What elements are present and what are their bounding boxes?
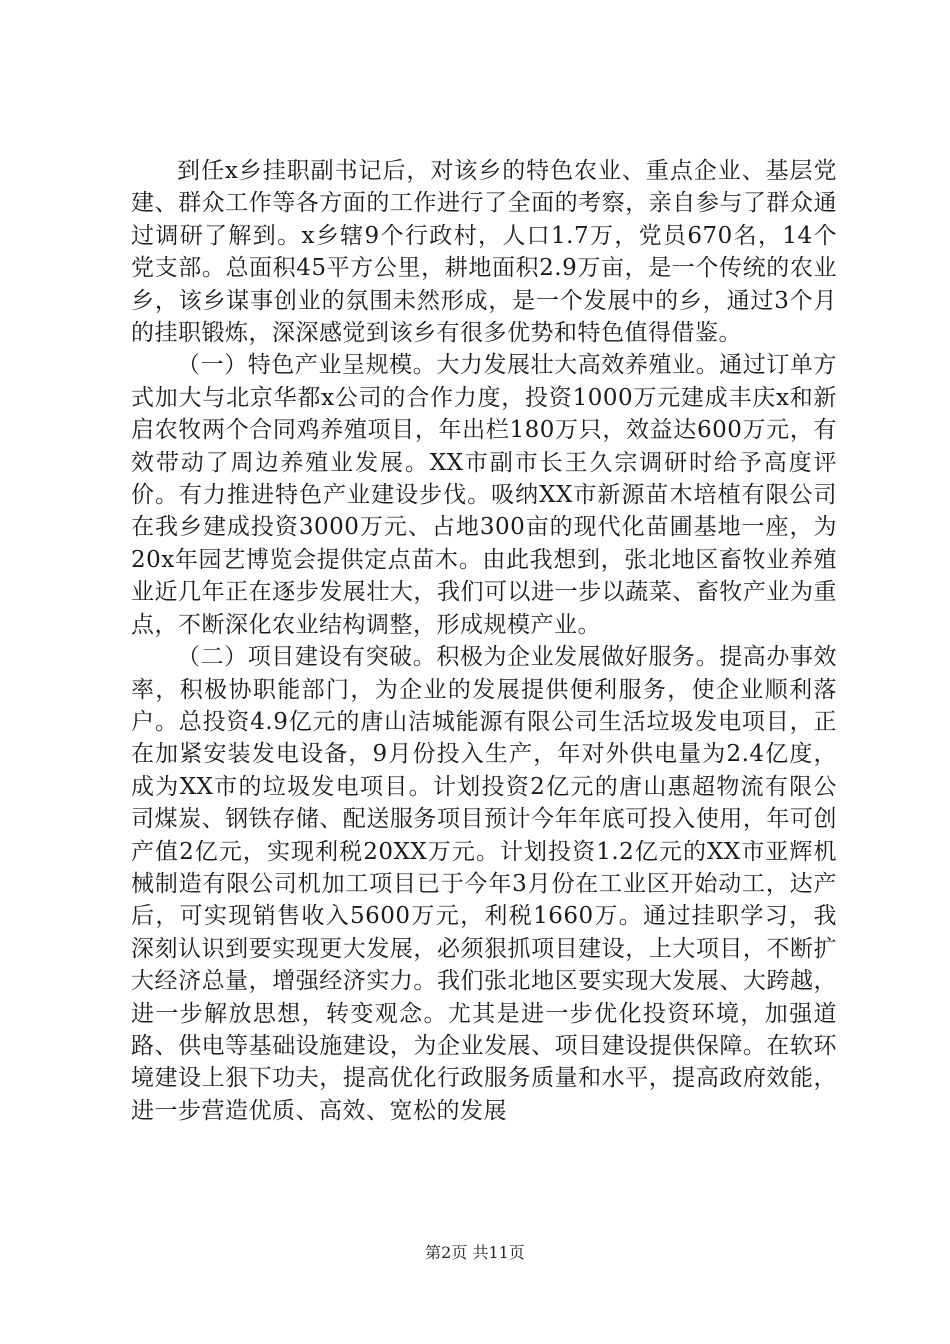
paragraph-section-1: （一）特色产业呈规模。大力发展壮大高效养殖业。通过订单方式加大与北京华都x公司的合作力度，投资1000万元建成丰庆x和新启农牧两个合同鸡养殖项目，年出栏180万只，效益达600万元，有效带动了周边养殖业发展。XX市副市长王久宗调研时给予高度评价。有力推进特色产业建设步伐。吸纳XX市新源苗木培植有限公司在我乡建成投资3000万元、占地300亩的现代化苗圃基地一座，为20x年园艺博览会提供定点苗木。由此我想到，张北地区畜牧业养殖业近几年正在逐步发展壮大，我们可以进一步以蔬菜、畜牧产业为重点，不断深化农业结构调整，形成规模产业。 [131, 352, 837, 638]
paragraph-section-2: （二）项目建设有突破。积极为企业发展做好服务。提高办事效率，积极协职能部门，为企业的发展提供便利服务，使企业顺利落户。总投资4.9亿元的唐山洁城能源有限公司生活垃圾发电项目，正在加紧安装发电设备，9月份投入生产，年对外供电量为2.4亿度，成为XX市的垃圾发电项目。计划投资2亿元的唐山惠超物流有限公司煤炭、钢铁存储、配送服务项目预计今年年底可投入使用，年可创产值2亿元，实现利税20XX万元。计划投资1.2亿元的XX市亚辉机械制造有限公司机加工项目已于今年3月份在工业区开始动工，达产后，可实现销售收入5600万元，利税1660万。通过挂职学习，我深刻认识到要实现更大发展，必须狠抓项目建设，上大项目，不断扩大经济总量，增强经济实力。我们张北地区要实现大发展、大跨越，进一步解放思想，转变观念。尤其是进一步优化投资环境，加强道路、供电等基础设施建设，为企业发展、项目建设提供保障。在软环境建设上狠下功夫，提高优化行政服务质量和水平，提高政府效能，进一步营造优质、高效、宽松的发展 [131, 644, 837, 1124]
paragraph-intro: 到任x乡挂职副书记后，对该乡的特色农业、重点企业、基层党建、群众工作等各方面的工作进行了全面的考察，亲自参与了群众通过调研了解到。x乡辖9个行政村，人口1.7万，党员670名，14个党支部。总面积45平方公里，耕地面积2.9万亩，是一个传统的农业乡，该乡谋事创业的氛围未然形成，是一个发展中的乡，通过3个月的挂职锻炼，深深感觉到该乡有很多优势和特色值得借鉴。 [131, 158, 837, 347]
page-footer: 第2页 共11页 [425, 1243, 525, 1262]
document-body [131, 155, 837, 1127]
